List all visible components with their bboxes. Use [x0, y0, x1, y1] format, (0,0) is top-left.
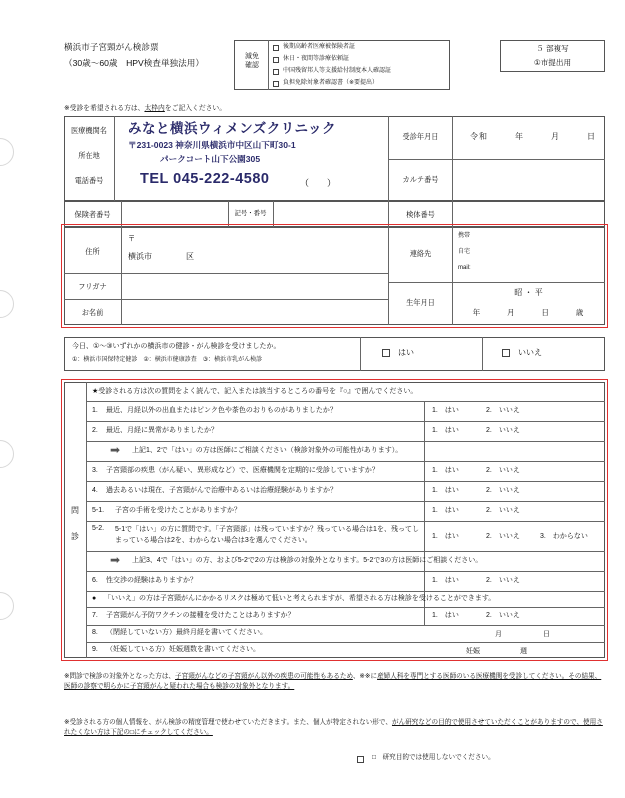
copy-count-line2: ①市提出用 [533, 58, 572, 67]
note-after-q5: 上記3、4で「はい」の方、および5-2で2の方は検診の対象外となります。5-2で3の方は医師にご相談ください。 [132, 557, 483, 564]
q3-answer-no[interactable]: 2. いいえ [486, 467, 520, 474]
q4-number: 4. [92, 487, 98, 494]
contact-mobile: 携帯 [458, 233, 471, 239]
q4-answer-yes[interactable]: 1. はい [432, 487, 459, 494]
address-zip-mark: 〒 [128, 234, 136, 243]
q5-1-text: 子宮の手術を受けたことがありますか？ [115, 507, 241, 514]
reduction-checkbox-2[interactable] [273, 57, 279, 63]
q5-1-number: 5-1. [92, 507, 105, 514]
q9-text: （妊娠している方）妊娠週数を書いてください。 [106, 646, 260, 653]
today-no-checkbox[interactable] [502, 349, 510, 357]
reduction-item-3: 中国残留邦人等支援給付制度本人確認証 [283, 68, 392, 74]
q6-bullet-text: 「いいえ」の方は子宮頸がんにかかるリスクは極めて低いと考えられますが、希望される方は検診を受けることができます。 [104, 595, 496, 602]
q9-pregnancy-label: 妊娠 [466, 648, 480, 655]
clinic-address-2: パークコート山下公園305 [160, 154, 261, 164]
form-title-line2: （30歳～60歳 HPV検査単独法用） [64, 58, 204, 68]
address-city: 横浜市 [128, 252, 152, 261]
label-address: 所在地 [78, 151, 100, 160]
arrow-icon: ➡ [110, 553, 121, 567]
q2-answer-yes[interactable]: 1. はい [432, 427, 459, 434]
label-insurer-no: 保険者番号 [74, 210, 111, 219]
arrow-icon: ➡ [110, 443, 121, 457]
today-no-label: いいえ [518, 348, 542, 357]
label-visit-date: 受診年月日 [402, 132, 439, 141]
q5-2-text: 5-1で「はい」の方に質問です。「子宮頸部」は残っていますか？残っている場合は1を、残ってしまっている場合は2を、わからない場合は3を選んでください。 [115, 526, 419, 544]
label-contact: 連絡先 [409, 249, 432, 258]
q6-text: 性交渉の経験はありますか？ [106, 577, 197, 584]
form-title-line1: 横浜市子宮頸がん検診票 [64, 42, 159, 52]
clinic-tel: TEL 045-222-4580 [140, 171, 270, 187]
q9-number: 9. [92, 646, 98, 653]
q1-text: 最近、月経以外の出血またはピンク色や茶色のおりものがありましたか？ [106, 407, 337, 414]
q5-1-answer-no[interactable]: 2. いいえ [486, 507, 520, 514]
q7-answer-yes[interactable]: 1. はい [432, 612, 459, 619]
note-after-q2: 上記1、2で「はい」の方は医師にご相談ください（検診対象外の可能性があります）。 [132, 447, 403, 454]
label-address-patient: 住所 [85, 247, 100, 256]
address-ward: 区 [186, 252, 194, 261]
visit-date-value: 令和 年 月 日 [470, 132, 596, 141]
footnote-1: ※問診で検診の対象外となった方は、子宮頸がんなどの子宮頸がん以外の疾患の可能性もあるため、※※に産婦人科を専門とする医師のいる医療機関を受診してください。その結果、医師の診察で明らかに子宮頸がんと疑われた場合も検診の対象外となります。 [64, 673, 602, 690]
today-yes-checkbox[interactable] [382, 349, 390, 357]
label-birthdate: 生年月日 [406, 298, 435, 307]
fill-instruction: ※受診を希望される方は、太枠内をご記入ください。 [64, 105, 227, 112]
q6-number: 6. [92, 577, 98, 584]
q6-answer-no[interactable]: 2. いいえ [486, 577, 520, 584]
q5-2-answer-no[interactable]: 2. いいえ [486, 533, 520, 540]
research-optout-checkbox[interactable] [357, 756, 364, 763]
label-chart-no: カルテ番号 [402, 175, 439, 184]
q1-answer-yes[interactable]: 1. はい [432, 407, 459, 414]
q5-1-answer-yes[interactable]: 1. はい [432, 507, 459, 514]
today-yes-label: はい [398, 348, 414, 357]
q5-2-number: 5-2. [92, 525, 105, 532]
label-furigana: フリガナ [78, 282, 107, 291]
q4-text: 過去あるいは現在、子宮頸がんで治療中あるいは治療経験がありますか？ [106, 487, 337, 494]
questionnaire-instruction: ★受診される方は次の質問をよく読んで、記入または該当するところの番号を『○』で囲んでください。 [92, 388, 418, 395]
q8-month-day[interactable]: 月 日 [495, 631, 551, 638]
contact-mail: mail: [458, 265, 471, 271]
copy-count-line1: ５ 部複写 [536, 44, 569, 53]
patient-block-highlight [61, 224, 608, 328]
q1-answer-no[interactable]: 2. いいえ [486, 407, 520, 414]
q3-text: 子宮頸部の疾患（がん疑い、異形成など）で、医療機関を定期的に受診していますか？ [106, 467, 379, 474]
q7-number: 7. [92, 612, 98, 619]
q5-2-answer-yes[interactable]: 1. はい [432, 533, 459, 540]
today-screening-question: 今日、①～③いずれかの横浜市の健診・がん検診を受けましたか。 [72, 343, 281, 350]
reduction-checkbox-3[interactable] [273, 69, 279, 75]
contact-home: 自宅 [458, 249, 471, 255]
clinic-name: みなと横浜ウィメンズクリニック [128, 121, 336, 136]
reduction-item-2: 休日・夜間等診療依頼証 [283, 56, 350, 62]
q6-bullet-marker: ● [92, 595, 97, 602]
q2-text: 最近、月経に異常がありましたか？ [106, 427, 218, 434]
q6-answer-yes[interactable]: 1. はい [432, 577, 459, 584]
q3-number: 3. [92, 467, 98, 474]
reduction-item-1: 後期高齢者医療被保険者証 [283, 44, 356, 50]
q8-text: （閉経していない方）最終月経を書いてください。 [106, 629, 267, 636]
q1-number: 1. [92, 407, 98, 414]
label-name: お名前 [81, 308, 104, 317]
q8-number: 8. [92, 629, 98, 636]
label-insurer-symbol: 記号・番号 [234, 210, 267, 217]
clinic-tel-suffix: （ ） [300, 178, 337, 188]
questionnaire-highlight [61, 379, 608, 661]
q7-answer-no[interactable]: 2. いいえ [486, 612, 520, 619]
q2-number: 2. [92, 427, 98, 434]
clinic-address: 〒231-0023 神奈川県横浜市中区山下町30-1 [128, 140, 296, 150]
reduction-item-4: 負担免除対象者確認書（※要提出） [283, 80, 379, 86]
label-org-name: 医療機関名 [71, 126, 107, 135]
q7-text: 子宮頸がん予防ワクチンの接種を受けたことはありますか？ [106, 612, 295, 619]
q4-answer-no[interactable]: 2. いいえ [486, 487, 520, 494]
footnote-2: ※受診される方の個人情報を、がん検診の精度管理で使わせていただきます。また、個人が特定されない形で、がん研究などの目的で使用させていただくことがありますので、使用されたくない方は下記の□にチェックしてください。 [64, 719, 603, 736]
q2-answer-no[interactable]: 2. いいえ [486, 427, 520, 434]
reduction-checkbox-1[interactable] [273, 45, 279, 51]
reduction-checkbox-4[interactable] [273, 81, 279, 87]
footnote-3: □ 研究目的では使用しないでください。 [372, 754, 495, 761]
label-sample-no: 検体番号 [406, 210, 435, 219]
label-tel: 電話番号 [74, 176, 104, 185]
today-screening-sub: ①：横浜市国保特定健診 ②：横浜市健康診査 ③：横浜市乳がん検診 [72, 357, 263, 363]
birth-value: 年 月 日 歳 [472, 308, 585, 317]
reduction-label: 減免 確認 [245, 53, 259, 70]
q3-answer-yes[interactable]: 1. はい [432, 467, 459, 474]
q9-pregnancy-week: 週 [520, 648, 527, 655]
questionnaire-side-label: 問 診 [71, 506, 79, 541]
q5-2-answer-unknown[interactable]: 3. わからない [540, 533, 588, 540]
birth-era: 昭 ・ 平 [514, 288, 543, 297]
